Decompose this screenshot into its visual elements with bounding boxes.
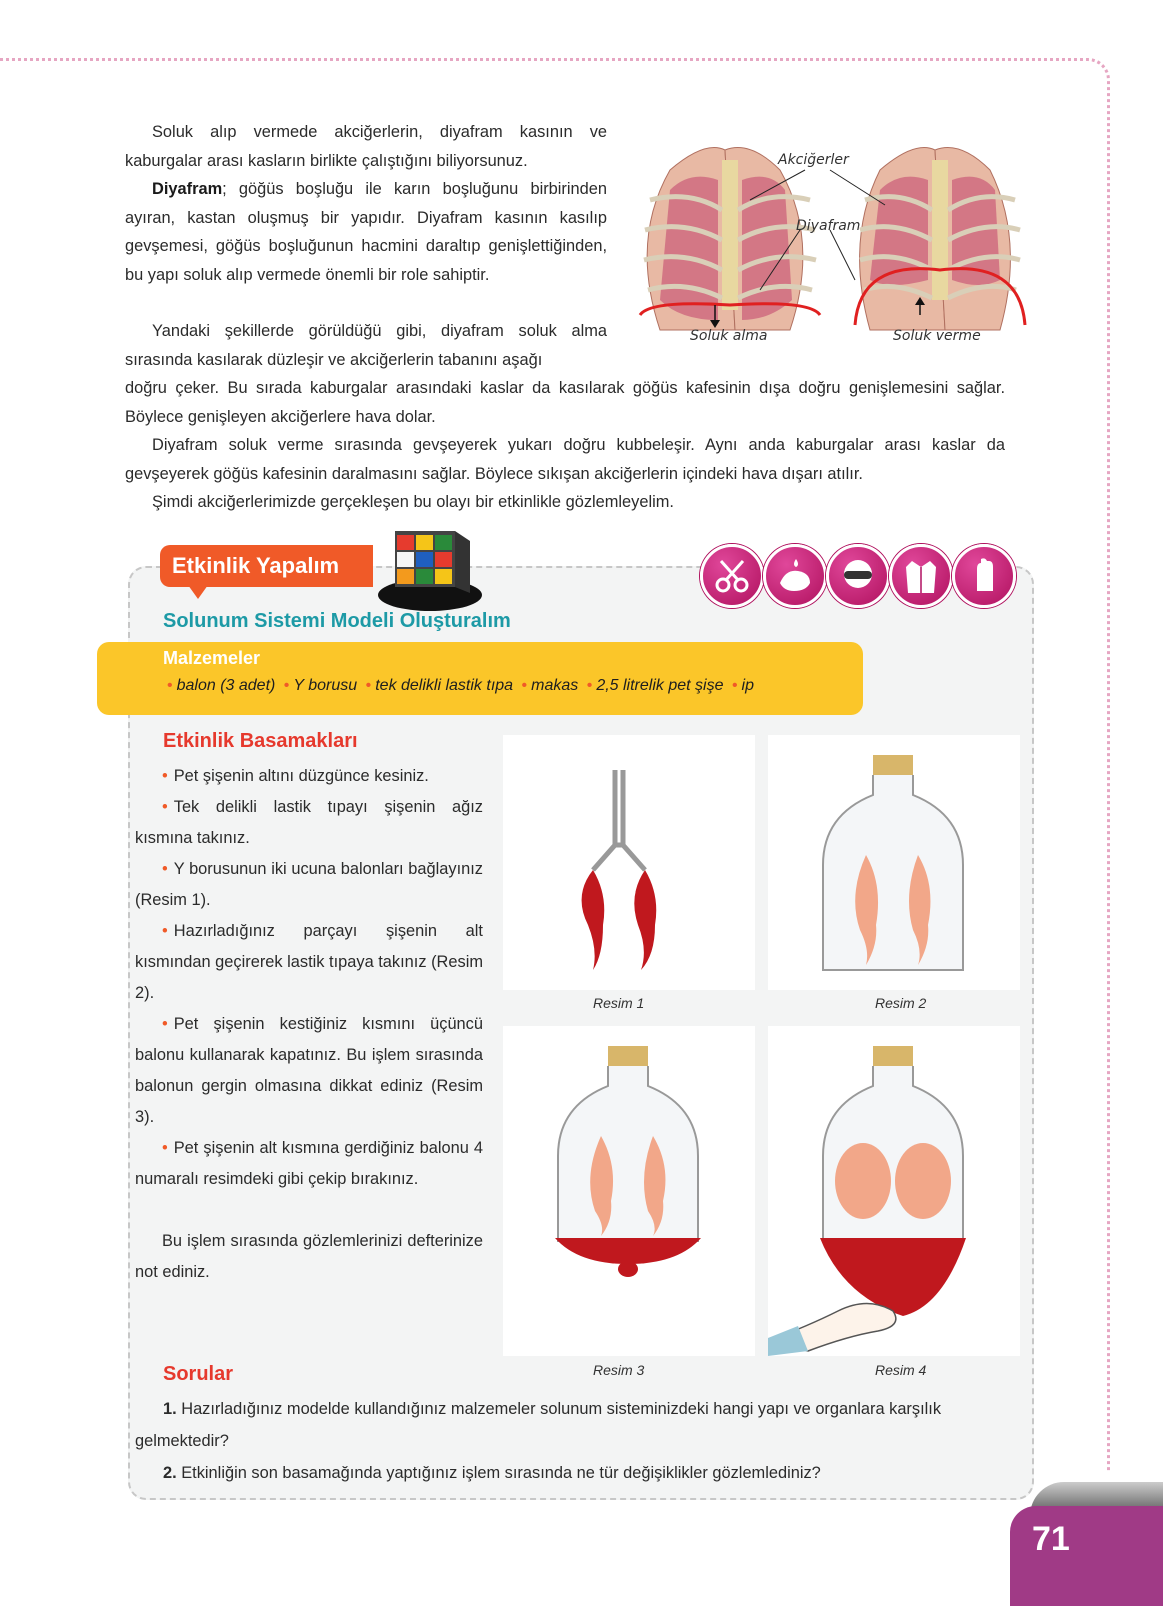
goggles-icon [826,544,890,608]
step-item: • Tek delikli lastik tıpayı şişenin ağız kısmına takınız. [135,798,483,847]
step-item: • Hazırladığınız parçayı şişenin alt kısmından geçirerek lastik tıpaya takınız (Resim 2). [135,922,483,1002]
hand-wash-icon [763,544,827,608]
rubik-cube-icon [375,523,485,613]
material-item: balon (3 adet) [176,677,276,694]
inhale-label: Soluk alma [690,328,768,344]
activity-badge-tail [188,585,208,599]
resim-3-image [503,1026,755,1356]
material-item: Y borusu [293,677,358,694]
activity-title: Solunum Sistemi Modeli Oluşturalım [163,610,511,632]
steps-title: Etkinlik Basamakları [163,730,358,752]
step-item: • Pet şişenin alt kısmına gerdiğiniz balonu 4 numaralı resimdeki gibi çekip bırakınız. [135,1139,483,1188]
step-item: • Pet şişenin kestiğiniz kısmını üçüncü balonu kullanarak kapatınız. Bu işlem sırasında balonun gergin olmasına dikkat ediniz (Resim 3). [135,1015,483,1126]
resim-4-image [768,1026,1020,1356]
gloves-icon [952,544,1016,608]
scissors-icon [700,544,764,608]
resim-1-image [503,735,755,990]
intro-paragraph-2: Diyafram; göğüs boşluğu ile karın boşluğunu birbirinden ayıran, kastan oluşmuş bir yapıdır. Diyafram kasının kasılıp gevşemesi, göğüs boşluğunun hacmini daraltıp genişlettiğinden, bu yapı soluk alıp vermede önemli bir role sahiptir. [125,180,607,284]
diaphragm-term: Diyafram [152,180,223,198]
resim-1-label: Resim 1 [593,995,645,1011]
step-item: • Pet şişenin altını düzgünce kesiniz. [162,767,429,785]
material-item: ip [741,677,754,694]
lungs-label: Akciğerler [778,152,849,168]
questions-title: Sorular [163,1363,234,1385]
intro-paragraph-1: Soluk alıp vermede akciğerlerin, diyafram kasının ve kaburgalar arası kasların birlikte çalıştığını biliyorsunuz. [125,123,607,170]
ribcage-inhale [640,148,820,331]
resim-4-label: Resim 4 [875,1362,927,1378]
exhale-label: Soluk verme [893,328,981,344]
intro-paragraph-4: Diyafram soluk verme sırasında gevşeyerek yukarı doğru kubbeleşir. Aynı anda kaburgalar arası kaslar da gevşeyerek göğüs kafesinin daralmasını sağlar. Böylece sıkışan akciğerlerin içindeki hava dışarı atılır. [125,436,1005,483]
lab-coat-icon [889,544,953,608]
resim-2-label: Resim 2 [875,995,927,1011]
resim-2-image [768,735,1020,990]
intro-paragraph-3b: doğru çeker. Bu sırada kaburgalar arasındaki kaslar da kasılarak göğüs kafesinin dışa doğru genişlemesini sağlar. Böylece genişleyen akciğerlere hava dolar. [125,379,1005,426]
activity-badge: Etkinlik Yapalım [160,545,373,587]
step-item: • Y borusunun iki ucuna balonları bağlayınız (Resim 1). [135,860,483,909]
diaphragm-label: Diyafram [796,218,861,234]
step-note: Bu işlem sırasında gözlemlerinizi defterinize not ediniz. [135,1232,483,1281]
intro-paragraph-5: Şimdi akciğerlerimizde gerçekleşen bu olayı bir etkinlikle gözlemleyelim. [152,493,674,511]
material-item: makas [531,677,579,694]
intro-paragraph-3a: Yandaki şekillerde görüldüğü gibi, diyafram soluk alma sırasında kasılarak düzleşir ve akciğerlerin tabanını aşağı [125,322,607,369]
question-item: 2. Etkinliğin son basamağında yaptığınız işlem sırasında ne tür değişiklikler gözlemlediniz? [163,1464,821,1482]
resim-3-label: Resim 3 [593,1362,645,1378]
material-item: tek delikli lastik tıpa [375,677,514,694]
question-item: 1. Hazırladığınız modelde kullandığınız malzemeler solunum sisteminizdeki hangi yapı ve organlara karşılık gelmektedir? [135,1400,942,1450]
ribcage-exhale [855,148,1025,331]
materials-title: Malzemeler [163,648,261,668]
material-item: 2,5 litrelik pet şişe [596,677,724,694]
materials-list: • balon (3 adet) • Y borusu • tek delikli lastik tıpa • makas • 2,5 litrelik pet şişe • ip [167,677,754,694]
page-number: 71 [1010,1506,1163,1606]
